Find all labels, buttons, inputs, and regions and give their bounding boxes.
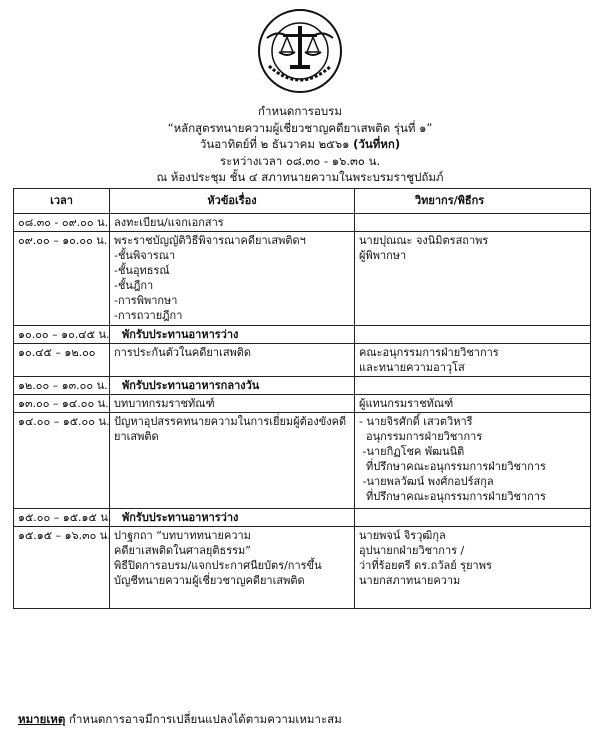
row-speaker xyxy=(355,509,591,527)
schedule-row xyxy=(14,214,591,232)
row-topic xyxy=(110,232,355,326)
topic-line: บัญชีทนายความผู้เชี่ยวชาญคดียาเสพติด xyxy=(114,574,305,587)
row-speaker xyxy=(355,232,591,326)
row-speaker xyxy=(355,344,591,377)
speaker-line: ที่ปรึกษาคณะอนุกรรมการฝ่ายวิชาการ xyxy=(359,490,546,503)
topic-line: ลงทะเบียน/แจกเอกสาร xyxy=(114,216,224,229)
header-venue: ณ ห้องประชุม ชั้น ๔ สภาทนายความในพระบรมราชูปถัมภ์ xyxy=(156,170,444,184)
speaker-line: อนุกรรมการฝ่ายวิชาการ xyxy=(359,430,483,443)
row-topic xyxy=(110,527,355,609)
footnote xyxy=(18,711,342,729)
speaker-line: ว่าที่ร้อยตรี ดร.ถวัลย์ รุยาพร xyxy=(359,559,492,572)
row-topic xyxy=(110,413,355,509)
topic-line: การประกันตัวในคดียาเสพติด xyxy=(114,346,252,359)
topic-line: พักรับประทานอาหารว่าง xyxy=(122,511,239,524)
row-topic xyxy=(110,395,355,413)
footnote-label: หมายเหตุ xyxy=(18,712,66,726)
speaker-line: นายปุณณะ จงนิมิตรสถาพร xyxy=(359,234,489,247)
speaker-line: -นายพลวัฒน์ พงศ์กอปร์สกุล xyxy=(359,475,494,488)
row-break-topic xyxy=(110,509,355,527)
row-topic xyxy=(110,214,355,232)
schedule-row xyxy=(14,527,591,609)
schedule-header-row xyxy=(14,189,591,214)
speaker-line: และทนายความอาวุโส xyxy=(359,361,465,374)
schedule-table xyxy=(13,188,591,609)
topic-line: พระราชบัญญัติวิธีพิจารณาคดียาเสพติดฯ xyxy=(114,234,306,247)
row-speaker xyxy=(355,377,591,395)
row-time: ๑๔.๐๐ – ๑๕.๐๐ น. xyxy=(14,413,110,509)
topic-line: -การถวายฎีกา xyxy=(114,309,183,322)
topic-line: พักรับประทานอาหารว่าง xyxy=(122,328,239,341)
topic-line: พิธีปิดการอบรม/แจกประกาศนียบัตร/การขึ้น xyxy=(114,559,322,572)
speaker-line: ที่ปรึกษาคณะอนุกรรมการฝ่ายวิชาการ xyxy=(359,460,546,473)
schedule-row xyxy=(14,413,591,509)
schedule-row xyxy=(14,377,591,395)
topic-line: บทบาทกรมราชทัณฑ์ xyxy=(114,397,215,410)
speaker-line: ผู้พิพากษา xyxy=(359,249,407,262)
row-speaker xyxy=(355,326,591,344)
footnote-text: กำหนดการอาจมีการเปลี่ยนแปลงได้ตามความเหมาะสม xyxy=(65,712,342,726)
row-speaker xyxy=(355,395,591,413)
row-speaker xyxy=(355,214,591,232)
topic-line: ยาเสพติด xyxy=(114,430,159,443)
topic-line: -ชั้นฎีกา xyxy=(114,279,154,292)
topic-line: คดียาเสพติดในศาลยุติธรรม” xyxy=(114,544,251,557)
speaker-line: คณะอนุกรรมการฝ่ายวิชาการ xyxy=(359,346,499,359)
header-course-name: “หลักสูตรทนายความผู้เชี่ยวชาญคดียาเสพติด รุ่นที่ ๑” xyxy=(167,120,433,135)
row-time: ๐๘.๓๐ - ๐๙.๐๐ น. xyxy=(14,214,110,232)
header-date xyxy=(0,136,600,153)
topic-line: -ชั้นพิจารณา xyxy=(114,249,176,262)
row-topic xyxy=(110,344,355,377)
topic-line: -ชั้นอุทธรณ์ xyxy=(114,264,170,277)
schedule-row xyxy=(14,395,591,413)
schedule-row xyxy=(14,344,591,377)
document-header xyxy=(0,103,600,186)
speaker-line: ผู้แทนกรมราชทัณฑ์ xyxy=(359,397,454,410)
lawyers-council-seal-logo xyxy=(257,8,343,94)
header-date-text: วันอาทิตย์ที่ ๒ ธันวาคม ๒๕๖๑ xyxy=(199,137,354,151)
topic-line: พักรับประทานอาหารกลางวัน xyxy=(122,379,260,392)
row-time: ๑๕.๐๐ – ๑๕.๑๕ น. xyxy=(14,509,110,527)
speaker-line: นายกสภาทนายความ xyxy=(359,574,461,587)
topic-line: -การพิพากษา xyxy=(114,294,178,307)
header-title: กำหนดการอบรม xyxy=(258,104,342,118)
speaker-line: - นายจิรศักดิ์ เสวตวิหารี xyxy=(359,415,473,428)
column-header-topic: หัวข้อเรื่อง xyxy=(110,189,355,214)
header-time-range: ระหว่างเวลา ๐๘.๓๐ - ๑๖.๓๐ น. xyxy=(219,153,381,168)
row-time: ๑๓.๐๐ – ๑๔.๐๐ น. xyxy=(14,395,110,413)
row-time: ๐๙.๐๐ – ๑๐.๐๐ น. xyxy=(14,232,110,326)
column-header-time: เวลา xyxy=(14,189,110,214)
topic-line: ปาฐกถา “บทบาททนายความ xyxy=(114,529,251,542)
row-time: ๑๐.๐๐ – ๑๐.๔๕ น. xyxy=(14,326,110,344)
row-speaker xyxy=(355,413,591,509)
row-break-topic xyxy=(110,326,355,344)
row-time: ๑๐.๔๕ – ๑๒.๐๐ xyxy=(14,344,110,377)
row-speaker xyxy=(355,527,591,609)
topic-line: ปัญหาอุปสรรคทนายความในการเยี่ยมผู้ต้องขังคดี xyxy=(114,415,347,428)
speaker-line: อุปนายกฝ่ายวิชาการ / xyxy=(359,544,465,557)
row-time: ๑๒.๐๐ – ๑๓.๐๐ น. xyxy=(14,377,110,395)
row-time: ๑๕.๑๕ – ๑๖.๓๐ น. xyxy=(14,527,110,609)
row-break-topic xyxy=(110,377,355,395)
column-header-speaker: วิทยากร/พิธีกร xyxy=(355,189,591,214)
speaker-line: นายพจน์ จิรวุฒิกุล xyxy=(359,529,446,542)
schedule-row xyxy=(14,509,591,527)
schedule-row xyxy=(14,232,591,326)
header-day-number: (วันที่หก) xyxy=(353,137,401,151)
schedule-row xyxy=(14,326,591,344)
speaker-line: -นายกิฏโชค พัฒนนิติ xyxy=(359,445,465,458)
